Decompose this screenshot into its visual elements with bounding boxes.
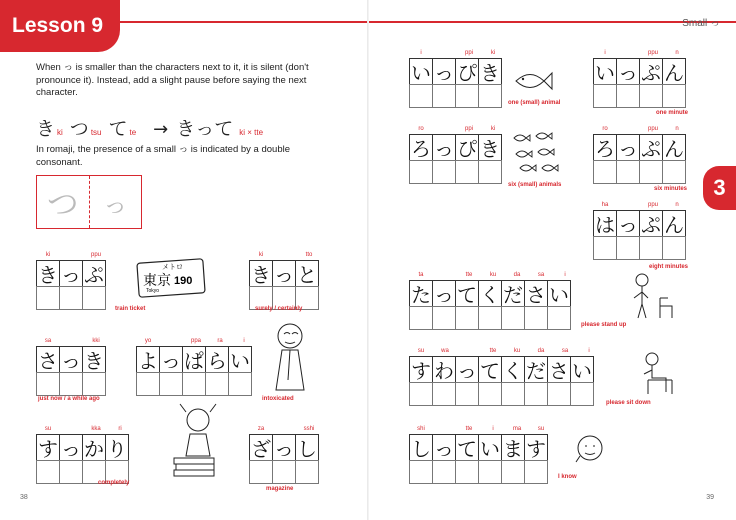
practice-cell[interactable] [501, 306, 525, 330]
kana-cell: か [82, 434, 106, 461]
romaji-label: i [564, 272, 566, 278]
word-meaning: six minutes [654, 186, 688, 192]
practice-cell[interactable] [455, 306, 479, 330]
word-meaning: I know [558, 474, 577, 480]
kana-cell: き [82, 346, 106, 373]
word-meaning: completely [98, 480, 130, 486]
kana-cell: だ [524, 356, 548, 383]
word-block-roppun [593, 124, 689, 184]
word-block-zasshi [249, 424, 321, 484]
romaji-label: ki [490, 126, 496, 132]
practice-cell[interactable] [547, 306, 571, 330]
practice-cell[interactable] [593, 84, 617, 108]
romaji-label: yo [144, 338, 152, 344]
practice-cell[interactable] [616, 160, 640, 184]
romaji-label: n [675, 50, 679, 56]
standing-man-drawing [630, 272, 680, 322]
kana-cell: ぴ [455, 134, 479, 161]
kana-cell: い [593, 58, 617, 85]
example-romaji: tsu [90, 128, 102, 137]
word-meaning: one (small) animal [508, 100, 561, 106]
kana-cell: い [409, 58, 433, 85]
kana-cell: っ [432, 58, 456, 85]
word-block-ippun [593, 48, 689, 108]
drunk-man-drawing [270, 320, 314, 400]
example-romaji: te [129, 128, 137, 137]
romaji-label: ppu [90, 252, 101, 258]
practice-cell[interactable] [455, 160, 479, 184]
practice-cell[interactable] [616, 236, 640, 260]
practice-cell[interactable] [662, 160, 686, 184]
practice-cell[interactable] [570, 382, 594, 406]
romaji-label: ha [601, 202, 609, 208]
kana-cell: よ [136, 346, 160, 373]
kana-cell: き [478, 58, 502, 85]
romaji-label: ppi [464, 126, 473, 132]
romaji-label: su [417, 348, 425, 354]
romaji-label: sa [537, 272, 545, 278]
word-block-happun [593, 200, 689, 260]
practice-cell[interactable] [639, 84, 663, 108]
kana-cell: っ [272, 434, 296, 461]
practice-cell[interactable] [295, 460, 319, 484]
kana-cell: っ [616, 134, 640, 161]
kana-cell: ざ [249, 434, 273, 461]
kana-cell: ん [662, 210, 686, 237]
kana-cell: っ [59, 346, 83, 373]
word-block-sakki [36, 336, 108, 396]
practice-cell[interactable] [59, 460, 83, 484]
example-result-romaji: ki × tte [239, 128, 264, 137]
practice-cell[interactable] [455, 84, 479, 108]
word-block-sukkari [36, 424, 132, 484]
practice-cell[interactable] [432, 382, 456, 406]
page-gutter [367, 0, 369, 520]
practice-cell[interactable] [432, 460, 456, 484]
sign-top-text: メトロ [162, 263, 183, 271]
kana-cell: っ [455, 356, 479, 383]
practice-cell[interactable] [455, 460, 479, 484]
practice-cell[interactable] [501, 460, 525, 484]
romaji-label: tte [465, 426, 473, 432]
word-block-shitteimasu [409, 424, 553, 484]
practice-cell[interactable] [662, 84, 686, 108]
kana-cell: ぷ [82, 260, 106, 287]
kana-cell: い [228, 346, 252, 373]
romaji-label: su [537, 426, 545, 432]
practice-cell[interactable] [478, 382, 502, 406]
chapter-tab: 3 [703, 166, 736, 210]
practice-cell[interactable] [59, 286, 83, 310]
kana-cell: っ [59, 434, 83, 461]
romaji-label: i [420, 50, 422, 56]
practice-cell[interactable] [409, 382, 433, 406]
kana-cell: い [547, 280, 571, 307]
kana-cell: ま [501, 434, 525, 461]
stressed-man-drawing [170, 400, 224, 480]
word-meaning: just now / a while ago [38, 396, 100, 402]
example-result-kana: きって [176, 118, 234, 140]
kana-cell: す [409, 356, 433, 383]
practice-cell[interactable] [478, 306, 502, 330]
romaji-label: ppu [647, 202, 658, 208]
lesson-label: Lesson 9 [12, 14, 104, 37]
kana-cell: と [295, 260, 319, 287]
practice-cell[interactable] [478, 84, 502, 108]
kana-cell: き [478, 134, 502, 161]
kana-cell: り [105, 434, 129, 461]
kana-cell: さ [547, 356, 571, 383]
romaji-label: sa [561, 348, 569, 354]
kana-cell: て [455, 280, 479, 307]
stroke-large-tsu: つ [46, 185, 79, 223]
kana-cell: ん [662, 134, 686, 161]
practice-cell[interactable] [432, 84, 456, 108]
word-block-ippiki [409, 48, 505, 108]
kana-cell: ぱ [182, 346, 206, 373]
kana-cell: ぷ [639, 58, 663, 85]
word-block-kippu [36, 250, 108, 310]
practice-cell[interactable] [616, 84, 640, 108]
stroke-practice-box [36, 175, 142, 229]
word-block-suwattekudasai [409, 346, 601, 406]
romaji-label: n [675, 126, 679, 132]
kana-cell: し [295, 434, 319, 461]
sign-fare: 190 [174, 275, 193, 287]
fish-drawing [512, 68, 554, 94]
kana-cell: ろ [409, 134, 433, 161]
intro-paragraph: When っ is smaller than the characters next to it, it is silent (don't pronounce it). Instead, add a slight pause before saying the next character. [36, 62, 309, 98]
page-number-left: 38 [20, 494, 28, 501]
word-meaning: please stand up [581, 322, 627, 328]
practice-cell[interactable] [409, 306, 433, 330]
practice-cell[interactable] [478, 460, 502, 484]
practice-cell[interactable] [136, 372, 160, 396]
kana-cell: て [478, 356, 502, 383]
practice-cell[interactable] [249, 460, 273, 484]
practice-cell[interactable] [432, 306, 456, 330]
romaji-label: da [537, 348, 545, 354]
practice-cell[interactable] [36, 460, 60, 484]
kana-cell: だ [501, 280, 525, 307]
sitting-man-drawing [632, 352, 680, 396]
kana-cell: て [455, 434, 479, 461]
romaji-label: su [44, 426, 52, 432]
example-kana: て [108, 118, 128, 140]
practice-cell[interactable] [159, 372, 183, 396]
practice-cell[interactable] [409, 460, 433, 484]
romaji-label: ku [513, 348, 521, 354]
kana-cell: っ [159, 346, 183, 373]
practice-cell[interactable] [501, 382, 525, 406]
practice-cell[interactable] [36, 372, 60, 396]
kana-cell: っ [59, 260, 83, 287]
practice-cell[interactable] [524, 382, 548, 406]
romaji-label: ppa [190, 338, 201, 344]
romaji-label: i [492, 426, 494, 432]
romaji-label: tto [305, 252, 313, 258]
romaji-label: shi [417, 426, 425, 432]
kana-cell: っ [432, 134, 456, 161]
word-block-kitto [249, 250, 321, 310]
romaji-label: ki [45, 252, 51, 258]
kana-cell: っ [432, 280, 456, 307]
sign-city: Tokyo [146, 288, 160, 294]
romaji-label: ppi [464, 50, 473, 56]
word-meaning: surely / certainly [255, 306, 303, 312]
kana-cell: ろ [593, 134, 617, 161]
kana-cell: っ [616, 58, 640, 85]
romaji-label: da [513, 272, 521, 278]
kana-cell: さ [524, 280, 548, 307]
practice-cell[interactable] [182, 372, 206, 396]
word-block-roppiki [409, 124, 505, 184]
practice-cell[interactable] [228, 372, 252, 396]
kana-cell: く [501, 356, 525, 383]
romaji-label: i [243, 338, 245, 344]
romaji-label: za [257, 426, 265, 432]
practice-cell[interactable] [524, 460, 548, 484]
example-kana: つ [69, 118, 89, 140]
kana-cell: き [36, 260, 60, 287]
romaji-label: ma [512, 426, 522, 432]
romaji-label: sa [44, 338, 52, 344]
arrow-right-icon: → [153, 119, 169, 140]
word-meaning: train ticket [115, 306, 146, 312]
practice-cell[interactable] [593, 160, 617, 184]
romaji-label: kka [91, 426, 101, 432]
romaji-label: ro [418, 126, 424, 132]
word-meaning: eight minutes [649, 264, 689, 270]
kana-cell: さ [36, 346, 60, 373]
kana-cell: ぴ [455, 58, 479, 85]
example-kana: き [36, 118, 56, 140]
stroke-small-tsu: っ [89, 176, 142, 228]
romaji-label: i [604, 50, 606, 56]
practice-cell[interactable] [409, 84, 433, 108]
thinking-person-drawing [572, 432, 608, 472]
kana-cell: わ [432, 356, 456, 383]
lesson-tab [0, 0, 120, 52]
practice-cell[interactable] [59, 372, 83, 396]
word-meaning: magazine [266, 486, 294, 492]
kana-cell: す [36, 434, 60, 461]
kana-cell: た [409, 280, 433, 307]
kana-cell: は [593, 210, 617, 237]
practice-cell[interactable] [455, 382, 479, 406]
practice-cell[interactable] [205, 372, 229, 396]
kana-cell: い [478, 434, 502, 461]
romaji-label: kki [92, 338, 100, 344]
romaji-label: ppu [647, 126, 658, 132]
kana-cell: っ [432, 434, 456, 461]
kana-cell: し [409, 434, 433, 461]
practice-cell[interactable] [432, 160, 456, 184]
romaji-note: In romaji, the presence of a small っ is indicated by a double consonant. [36, 144, 290, 168]
practice-cell[interactable] [524, 306, 548, 330]
kana-cell: ぷ [639, 210, 663, 237]
romaji-label: ta [418, 272, 424, 278]
kana-cell: く [478, 280, 502, 307]
word-meaning: one minute [656, 110, 689, 116]
kana-cell: ら [205, 346, 229, 373]
practice-cell[interactable] [639, 160, 663, 184]
practice-cell[interactable] [478, 160, 502, 184]
header-rule [120, 21, 736, 23]
romaji-label: i [588, 348, 590, 354]
word-block-tattekudasai [409, 270, 577, 330]
kana-cell: す [524, 434, 548, 461]
kana-cell: ん [662, 58, 686, 85]
practice-cell[interactable] [409, 160, 433, 184]
romaji-label: sshi [303, 426, 315, 432]
romaji-label: ppu [647, 50, 658, 56]
six-fish-drawing [510, 130, 566, 180]
romaji-label: n [675, 202, 679, 208]
practice-cell[interactable] [662, 236, 686, 260]
practice-cell[interactable] [36, 286, 60, 310]
word-meaning: intoxicated [262, 396, 294, 402]
practice-cell[interactable] [639, 236, 663, 260]
romaji-label: wa [441, 348, 449, 354]
romaji-label: tte [489, 348, 497, 354]
word-meaning: six (small) animals [508, 182, 562, 188]
kana-cell: き [249, 260, 273, 287]
practice-cell[interactable] [272, 460, 296, 484]
romaji-label: ro [602, 126, 608, 132]
romaji-label: tte [465, 272, 473, 278]
kana-cell: っ [616, 210, 640, 237]
romaji-label: ri [118, 426, 122, 432]
romaji-label: ki [258, 252, 264, 258]
example-line [36, 114, 268, 141]
metro-sign-drawing [134, 255, 208, 299]
practice-cell[interactable] [593, 236, 617, 260]
practice-cell[interactable] [547, 382, 571, 406]
page-number-right: 39 [706, 494, 714, 501]
example-romaji: ki [57, 128, 63, 137]
practice-cell[interactable] [82, 286, 106, 310]
word-block-yopparai [136, 336, 256, 396]
romaji-label: ra [217, 338, 223, 344]
kana-cell: っ [272, 260, 296, 287]
word-meaning: please sit down [606, 400, 651, 406]
romaji-label: ki [490, 50, 496, 56]
kana-cell: い [570, 356, 594, 383]
sign-kanji: 東京 [143, 273, 171, 289]
section-title: Small っ [682, 18, 720, 29]
practice-cell[interactable] [82, 372, 106, 396]
romaji-label: ku [489, 272, 497, 278]
kana-cell: ぷ [639, 134, 663, 161]
